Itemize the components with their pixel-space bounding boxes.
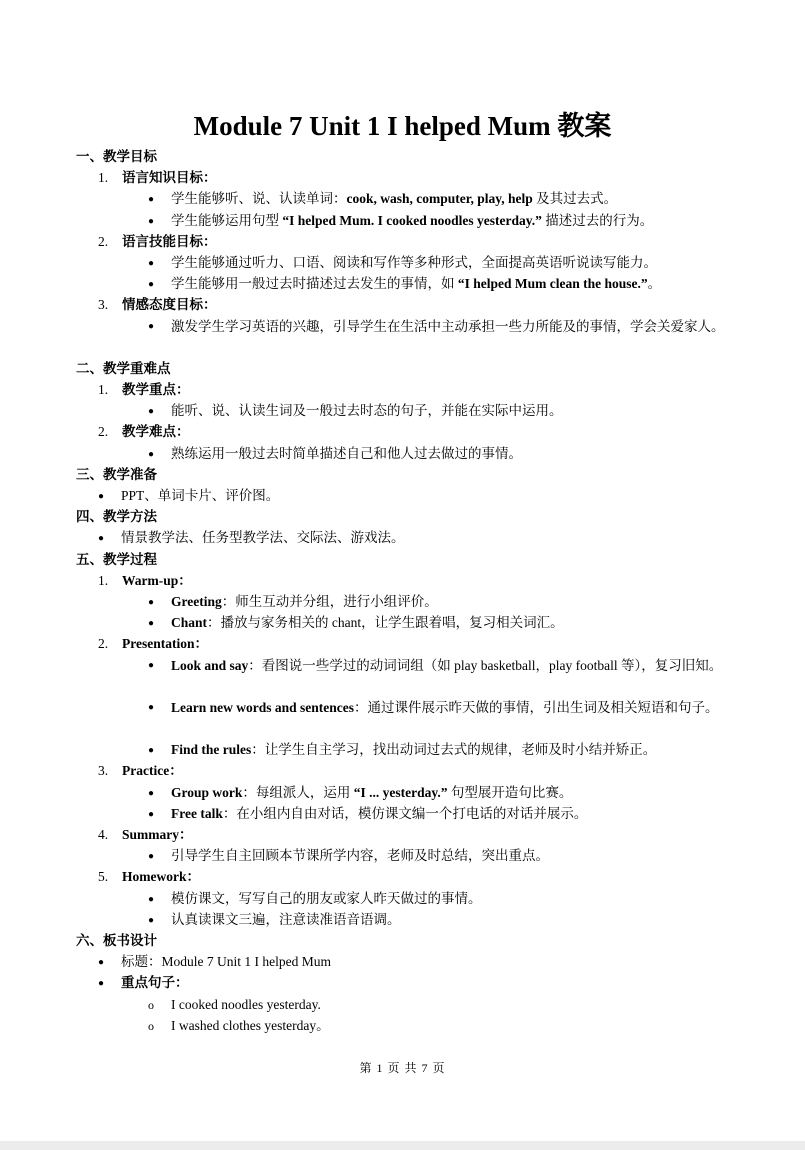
subsection-heading <box>0 231 805 252</box>
item-number: 1. <box>98 382 109 398</box>
item-label: Summary： <box>122 827 193 843</box>
list-item: ● Chant：播放与家务相关的 chant，让学生跟着唱，复习相关词汇。 <box>0 612 805 633</box>
list-item: ● 认真读课文三遍，注意读准语音语调。 <box>0 909 805 930</box>
list-item: ● Free talk：在小组内自由对话，模仿课文编一个打电话的对话并展示。 <box>0 803 805 824</box>
list-item: ● 情景教学法、任务型教学法、交际法、游戏法。 <box>0 527 805 548</box>
bullet-icon: ● <box>98 491 105 503</box>
list-item: o I washed clothes yesterday。 <box>0 1015 805 1036</box>
item-label: 教学难点： <box>122 424 190 440</box>
bullet-icon: ● <box>98 978 105 990</box>
subsection-heading <box>0 421 805 442</box>
item-number: 3. <box>98 763 109 779</box>
item-number: 4. <box>98 827 109 843</box>
bullet-icon: ● <box>148 406 155 418</box>
section-heading: 六、板书设计 <box>76 932 157 948</box>
section-heading: 一、教学目标 <box>76 149 157 164</box>
bullet-icon: ● <box>148 618 155 630</box>
list-item: ● 学生能够听、说、认读单词：cook, wash, computer, play, help 及其过去式。 <box>0 188 805 209</box>
list-item: ● PPT、单词卡片、评价图。 <box>0 485 805 506</box>
list-item: ● Look and say：看图说一些学过的动词词组（如 play basketball，play football 等），复习旧知。 <box>0 655 805 697</box>
subsection-heading <box>0 760 805 781</box>
subsection-heading <box>0 379 805 400</box>
bullet-icon: ● <box>148 787 155 799</box>
bullet-icon: ● <box>148 659 155 671</box>
list-item: ● 重点句子： <box>0 972 805 993</box>
list-item: ● 模仿课文，写写自己的朋友或家人昨天做过的事情。 <box>0 888 805 909</box>
list-item: ● Group work：每组派人，运用 “I ... yesterday.” 句型展开造句比赛。 <box>0 782 805 803</box>
list-item: ● 学生能够通过听力、口语、阅读和写作等多种形式，全面提高英语听说读写能力。 <box>0 252 805 273</box>
section-heading: 五、教学过程 <box>76 551 157 567</box>
item-label: Presentation： <box>122 636 208 652</box>
item-number: 3. <box>98 297 109 313</box>
bullet-icon: ● <box>148 279 155 291</box>
subsection-heading <box>0 824 805 845</box>
list-item: ● Learn new words and sentences：通过课件展示昨天做的事情，引出生词及相关短语和句子。 <box>0 697 805 739</box>
item-label: Warm-up： <box>122 572 192 588</box>
bullet-icon: ● <box>148 914 155 926</box>
bullet-icon: ● <box>148 257 155 269</box>
item-number: 2. <box>98 233 109 249</box>
subsection-heading <box>0 167 805 188</box>
bullet-icon: ● <box>148 215 155 227</box>
bullet-icon: ● <box>148 194 155 206</box>
item-label: 语言知识目标： <box>122 170 217 186</box>
section-heading: 四、教学方法 <box>76 509 157 525</box>
page-number: 第 1 页 共 7 页 <box>359 1061 446 1075</box>
list-item: ● 激发学生学习英语的兴趣，引导学生在生活中主动承担一些力所能及的事情，学会关爱家人。 <box>0 316 805 358</box>
bullet-icon: ● <box>148 596 155 608</box>
bullet-icon: ● <box>98 533 105 545</box>
bullet-icon: ● <box>148 701 155 713</box>
bullet-icon: ● <box>148 893 155 905</box>
list-item: ● 熟练运用一般过去时简单描述自己和他人过去做过的事情。 <box>0 443 805 464</box>
bullet-icon: ● <box>148 808 155 820</box>
item-number: 2. <box>98 636 109 652</box>
list-item: ● 引导学生自主回顾本节课所学内容，老师及时总结，突出重点。 <box>0 845 805 866</box>
bullet-icon: ● <box>148 745 155 757</box>
circle-bullet-icon: o <box>148 1018 154 1033</box>
item-number: 1. <box>98 170 109 186</box>
list-item: ● 能听、说、认读生词及一般过去时态的句子，并能在实际中运用。 <box>0 400 805 421</box>
bullet-icon: ● <box>148 320 155 332</box>
list-item: ● 学生能够用一般过去时描述过去发生的事情，如 “I helped Mum clean the house.”。 <box>0 273 805 294</box>
list-item: o I cooked noodles yesterday. <box>0 994 805 1015</box>
item-label: 教学重点： <box>122 382 190 398</box>
subsection-heading <box>0 866 805 887</box>
section-heading: 三、教学准备 <box>76 466 157 482</box>
subsection-heading <box>0 570 805 591</box>
list-item: ● Find the rules：让学生自主学习，找出动词过去式的规律，老师及时小结并矫正。 <box>0 739 805 760</box>
list-item: ● 标题：Module 7 Unit 1 I helped Mum <box>0 951 805 972</box>
item-number: 5. <box>98 869 109 885</box>
item-number: 2. <box>98 424 109 440</box>
document-body <box>0 146 805 1036</box>
list-item: ● Greeting：师生互动并分组，进行小组评价。 <box>0 591 805 612</box>
subsection-heading <box>0 294 805 315</box>
item-label: Homework： <box>122 869 200 885</box>
bullet-icon: ● <box>148 851 155 863</box>
subsection-heading <box>0 633 805 654</box>
bullet-icon: ● <box>148 448 155 460</box>
section-heading: 二、教学重难点 <box>76 360 171 376</box>
circle-bullet-icon: o <box>148 997 154 1012</box>
list-item: ● 学生能够运用句型 “I helped Mum. I cooked noodles yesterday.” 描述过去的行为。 <box>0 210 805 231</box>
bullet-icon: ● <box>98 957 105 969</box>
item-label: 情感态度目标： <box>122 297 217 313</box>
item-label: Practice： <box>122 763 183 779</box>
item-label: 语言技能目标： <box>122 233 217 249</box>
document-title: Module 7 Unit 1 I helped Mum 教案 <box>193 111 612 141</box>
item-number: 1. <box>98 572 109 588</box>
